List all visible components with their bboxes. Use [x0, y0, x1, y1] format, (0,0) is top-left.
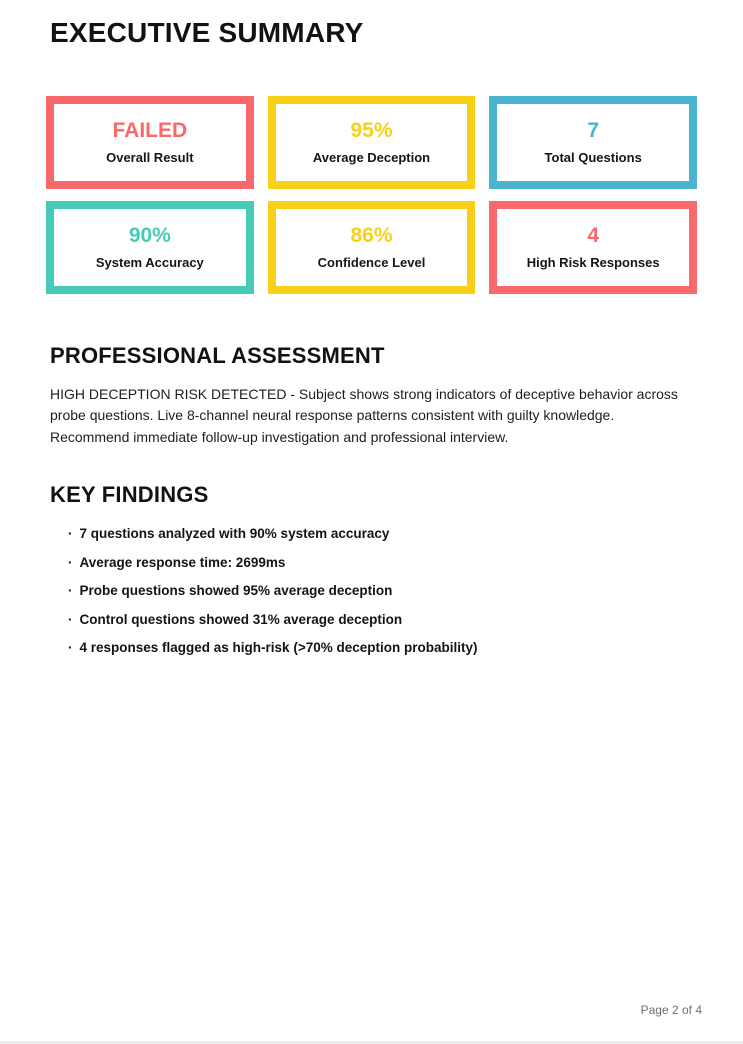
key-findings-heading: KEY FINDINGS — [50, 482, 209, 508]
stat-card-total-questions — [489, 96, 697, 189]
stat-card-system-accuracy — [46, 201, 254, 294]
key-finding-text: Probe questions showed 95% average deception — [79, 583, 393, 598]
stat-value: FAILED — [112, 119, 188, 143]
summary-stat-cards — [46, 96, 697, 294]
key-finding-item — [68, 612, 693, 628]
professional-assessment-heading: PROFESSIONAL ASSESSMENT — [50, 342, 385, 368]
bullet-icon: · — [68, 583, 73, 598]
key-finding-item — [68, 583, 693, 599]
bullet-icon: · — [68, 611, 73, 627]
stat-value: 90% — [128, 224, 171, 248]
stat-label: Total Questions — [544, 150, 642, 166]
page-title: EXECUTIVE SUMMARY — [50, 17, 364, 48]
bullet-icon: · — [68, 554, 73, 570]
professional-assessment-body: HIGH DECEPTION RISK DETECTED - Subject shows strong indicators of deceptive behavior across probe questions. Live 8-channel neural response patterns consistent with guilty knowledge. Recommend immediate follow-up investigation and professional interview. — [50, 385, 678, 445]
stat-card-confidence-level — [268, 201, 476, 294]
key-finding-item — [68, 555, 693, 571]
key-finding-text: 4 responses flagged as high-risk (>70% deception probability) — [79, 640, 478, 655]
page-number: Page 2 of 4 — [640, 1003, 702, 1017]
key-finding-item — [68, 640, 693, 656]
stat-card-overall-result — [46, 96, 254, 189]
stat-label: Overall Result — [106, 150, 194, 166]
key-finding-text: 7 questions analyzed with 90% system accuracy — [79, 526, 390, 541]
stat-label: Average Deception — [312, 150, 431, 166]
key-finding-text: Average response time: 2699ms — [79, 554, 286, 570]
stat-value: 86% — [350, 224, 393, 248]
key-findings-list — [50, 526, 693, 656]
stat-label: System Accuracy — [95, 255, 204, 271]
stat-value: 95% — [350, 119, 393, 143]
stat-value: 4 — [587, 224, 599, 248]
bullet-icon: · — [68, 526, 73, 541]
key-finding-text: Control questions showed 31% average deception — [79, 611, 403, 627]
stat-card-average-deception — [268, 96, 476, 189]
key-finding-item — [68, 526, 693, 542]
stat-label: High Risk Responses — [526, 255, 660, 271]
bullet-icon: · — [68, 640, 73, 655]
stat-card-high-risk-responses — [489, 201, 697, 294]
stat-value: 7 — [587, 119, 599, 143]
stat-label: Confidence Level — [317, 255, 426, 271]
